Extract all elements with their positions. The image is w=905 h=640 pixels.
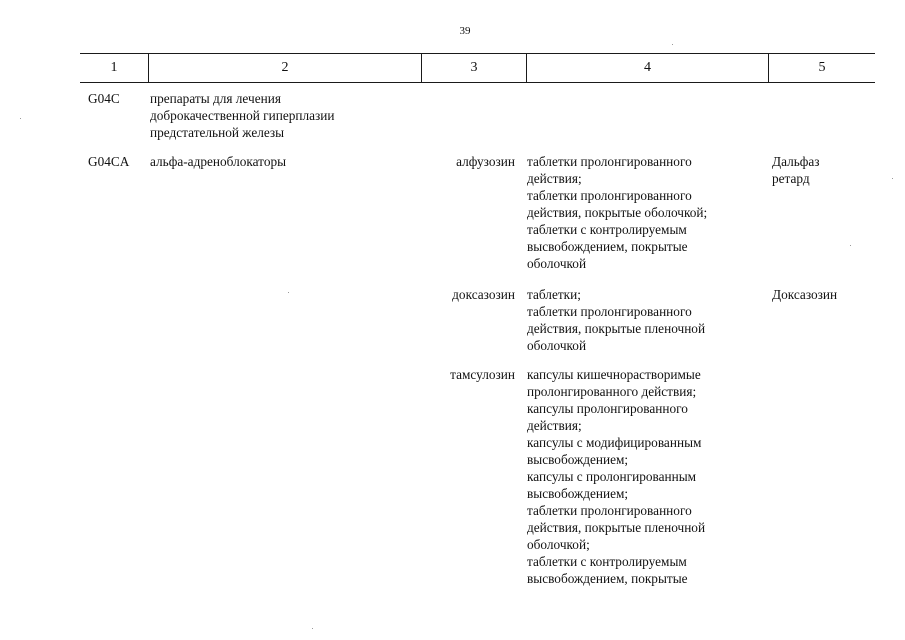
table-header-row [80,53,875,83]
dosage-form: таблетки; таблетки пролонгированного действия, покрытые пленочной оболочкой [527,287,706,353]
dosage-form: капсулы кишечнорастворимые пролонгированного действия; капсулы пролонгированного действия; капсулы с модифицированным высвобождением; капсулы с пролонгированным высвобождением; таблетки пролонгированного действия, покрытые пленочной оболочкой; таблетки с контролируемым высвобождением, покрытые [527,367,706,586]
scan-speck [312,628,313,629]
header-col-4: 4 [644,60,651,75]
trade-name: Доксазозин [772,287,838,302]
scan-speck [850,245,851,246]
header-col-1: 1 [110,60,118,75]
page-number: 39 [459,25,471,37]
group-name: препараты для лечения доброкачественной гиперплазии предстательной железы [150,91,335,140]
drug-name: тамсулозин [450,367,515,382]
drug-name: алфузозин [456,154,515,169]
atc-code: G04C [88,91,120,106]
group-name: альфа-адреноблокаторы [150,154,287,169]
dosage-form: таблетки пролонгированного действия; таблетки пролонгированного действия, покрытые оболочкой; таблетки с контролируемым высвобождением, покрытые оболочкой [527,154,708,271]
scan-speck [288,292,289,293]
header-col-3: 3 [470,60,478,75]
header-col-5: 5 [818,60,826,75]
trade-name: Дальфаз ретард [772,154,820,186]
header-col-2: 2 [281,60,289,75]
scan-speck [672,44,673,45]
drug-name: доксазозин [452,287,515,302]
scan-speck [892,178,893,179]
scan-speck [20,118,21,119]
atc-code: G04CA [88,154,130,169]
